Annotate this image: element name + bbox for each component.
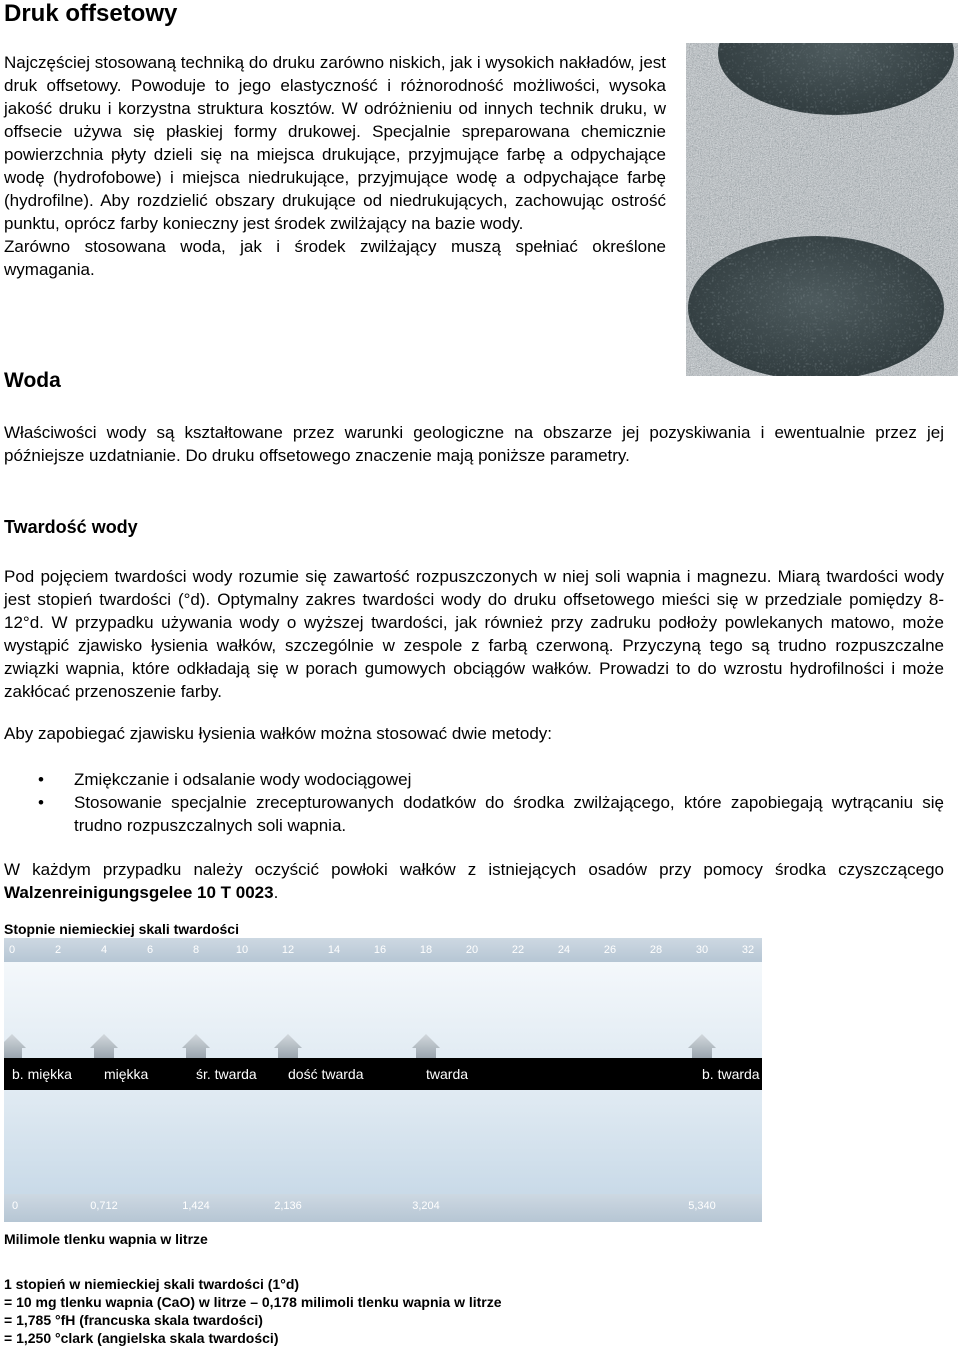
top-tick-label: 20 (465, 944, 479, 956)
hardness-scale-chart (4, 938, 762, 1222)
category-label: miękka (104, 1066, 149, 1082)
cleaning-paragraph (4, 858, 944, 904)
top-tick-label: 18 (419, 944, 433, 956)
hardness-scale-svg (4, 938, 762, 1222)
intro-paragraph: Najczęściej stosowaną techniką do druku zarówno niskich, jak i wysokich nakładów, jest druk offsetowy. Powoduje to jego elastyczność i różnorodność możliwości, wysoka jakość druku i korzystna struktura kosztów. W odróżnieniu od innych technik druku, w offsecie używa się płaskiej formy drukowej. Specjalnie spreparowana chemicznie powierzchnia płyty dzieli się na miejsca drukujące, przyjmujące farbę a odpychające wodę (hydrofobowe) i miejsca niedrukujące, przyjmujące wodę a odpychające farbę (hydrofilne). Aby rozdzielić obszary drukujące od niedrukujących, zachowując ostrość punktu, oprócz farby konieczny jest środek zwilżający na bazie wody. (4, 53, 666, 233)
top-tick-label: 12 (281, 944, 295, 956)
bullet-icon: • (38, 770, 44, 789)
category-label: śr. twarda (196, 1066, 257, 1082)
category-label: twarda (426, 1066, 469, 1082)
top-tick-label: 30 (695, 944, 709, 956)
category-label: dość twarda (288, 1066, 364, 1082)
category-label: b. miękka (12, 1066, 72, 1082)
bottom-fade-area (4, 1090, 762, 1194)
bullet-icon: • (38, 793, 44, 812)
bottom-caption: Milimole tlenku wapnia w litrze (4, 1231, 208, 1247)
section-heading-twardosc: Twardość wody (4, 517, 138, 537)
woda-paragraph: Właściwości wody są kształtowane przez warunki geologiczne na obszarze jej pozyskiwania i ewentualnie przez jej późniejsze uzdatnianie. Do druku offsetowego znaczenie mają poniższe parametry. (4, 423, 944, 465)
list-item-text: Zmiękczanie i odsalanie wody wodociągowej (74, 770, 412, 789)
top-tick-label: 14 (327, 944, 341, 956)
bottom-tick-label: 3,204 (412, 1200, 440, 1212)
list-item (4, 791, 944, 837)
top-tick-label: 10 (235, 944, 249, 956)
top-tick-label: 26 (603, 944, 617, 956)
section-heading-woda: Woda (4, 369, 61, 392)
top-tick-label: 6 (146, 944, 154, 956)
intro-paragraph-2: Zarówno stosowana woda, jak i środek zwilżający muszą spełniać określone wymagania. (4, 237, 666, 279)
top-tick-label: 24 (557, 944, 571, 956)
bottom-tick-label: 5,340 (688, 1200, 716, 1212)
bottom-tick-label: 2,136 (274, 1200, 302, 1212)
conversion-line: 1 stopień w niemieckiej skali twardości (1°d) (4, 1276, 300, 1292)
methods-list (4, 768, 944, 837)
top-tick-label: 28 (649, 944, 663, 956)
bottom-tick-label: 0,712 (90, 1200, 118, 1212)
intro-section (4, 51, 666, 281)
conversion-notes (4, 1275, 502, 1347)
conversion-line: = 1,250 °clark (angielska skala twardości) (4, 1330, 279, 1346)
top-tick-label: 8 (192, 944, 200, 956)
cleaning-text-end: . (273, 883, 279, 902)
conversion-line: = 10 mg tlenku wapnia (CaO) w litrze – 0,178 milimoli tlenku wapnia w litrze (4, 1294, 502, 1310)
bottom-tick-label: 0 (12, 1200, 19, 1212)
conversion-line: = 1,785 °fH (francuska skala twardości) (4, 1312, 263, 1328)
product-name: Walzenreinigungsgelee 10 T 0023 (4, 883, 274, 902)
top-tick-label: 2 (54, 944, 62, 956)
cleaning-text: W każdym przypadku należy oczyścić powłoki wałków z istniejących osadów przy pomocy środka czyszczącego (4, 860, 944, 879)
twardosc-paragraph: Pod pojęciem twardości wody rozumie się zawartość rozpuszczonych w niej soli wapnia i magnezu. Miarą twardości wody jest stopień twardości (°d). Optymalny zakres twardości wody do druku offsetowego mieści się w przedziale pomiędzy 8-12°d. W przypadku używania wody o wyższej twardości, jak również przy zadruku podłoży powlekanych matowo, może wystąpić zjawisko łysienia wałków, szczególnie w zespole z farbą czerwoną. Przyczyną tego są trudno rozpuszczalne związki wapnia, które odkładają się w porach gumowych obciągów wałków. Prowadzi to do wzrostu hydrofilności i może zakłócać przenoszenie farby. (4, 567, 944, 701)
list-item-text: Stosowanie specjalnie zrecepturowanych dodatków do środka zwilżającego, które zapobiegają wytrącaniu się trudno rozpuszczalnych soli wapnia. (74, 793, 944, 835)
top-tick-label: 32 (741, 944, 755, 956)
printing-plate-photo (686, 43, 958, 376)
page-title: Druk offsetowy (4, 0, 178, 27)
top-tick-label: 4 (100, 944, 108, 956)
methods-intro: Aby zapobiegać zjawisku łysienia wałków można stosować dwie metody: (4, 724, 553, 743)
category-label: b. twarda (702, 1066, 760, 1082)
top-tick-label: 22 (511, 944, 525, 956)
bottom-tick-label: 1,424 (182, 1200, 210, 1212)
top-tick-label: 16 (373, 944, 387, 956)
top-fade-area (4, 962, 762, 1062)
list-item (4, 768, 944, 791)
top-tick-label: 0 (8, 944, 16, 956)
chart-caption: Stopnie niemieckiej skali twardości (4, 921, 239, 937)
